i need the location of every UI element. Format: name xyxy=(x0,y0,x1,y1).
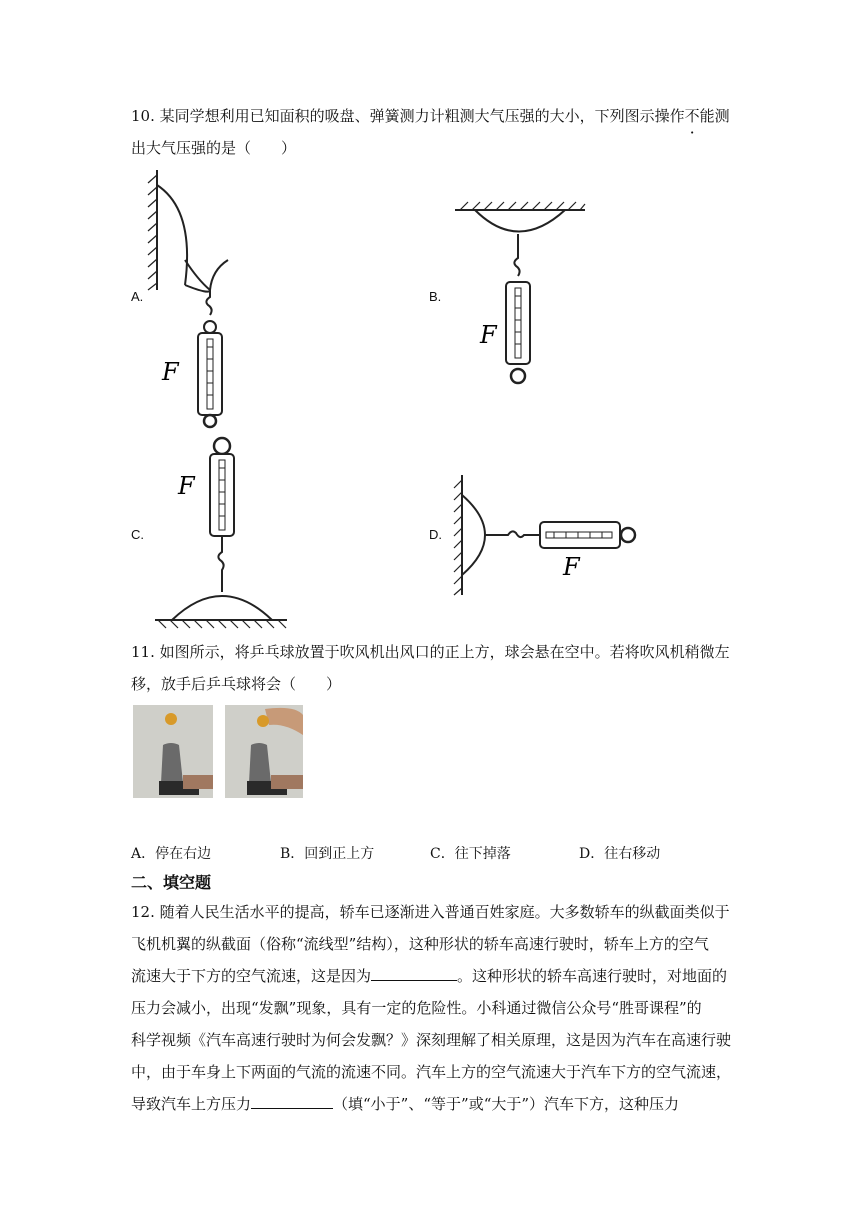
emphasis-not: 不能 xyxy=(684,107,715,125)
option-d-label: D. xyxy=(429,527,442,542)
option-c-label: C. xyxy=(131,527,144,542)
figure-d-diagram xyxy=(448,470,638,600)
ping-pong-ball-icon xyxy=(257,715,269,727)
photo-dryer-left xyxy=(133,705,213,798)
choice-a[interactable]: A．停在右边 xyxy=(131,846,212,862)
spring-scale-b-icon xyxy=(506,282,530,383)
option-a-label: A. xyxy=(131,289,144,304)
section-heading: 二、填空题 xyxy=(131,875,212,892)
question-11-line1: 11. 如图所示，将乒乓球放置于吹风机出风口的正上方，球会悬在空中。若将吹风机稍微左 xyxy=(131,643,730,661)
answer-blank-1[interactable] xyxy=(371,964,457,981)
question-10-line2: 出大气压强的是（ ） xyxy=(131,139,297,157)
answer-blank-2[interactable] xyxy=(251,1092,333,1109)
question-12-line5: 科学视频《汽车高速行驶时为何会发飘？》深刻理解了相关原理，这是因为汽车在高速行驶 xyxy=(131,1031,732,1049)
question-12-line7: 导致汽车上方压力 （填“小于”、“等于”或“大于”）汽车下方，这种压力 xyxy=(131,1088,679,1120)
choice-c[interactable]: C．往下掉落 xyxy=(430,846,511,862)
spring-scale-a-icon xyxy=(198,321,222,427)
question-12-line6: 中，由于车身上下两面的气流的流速不同。汽车上方的空气流速大于汽车下方的空气流速， xyxy=(131,1063,732,1081)
spring-scale-c-icon xyxy=(210,438,234,536)
question-11-line2: 移，放手后乒乓球将会（ ） xyxy=(131,675,342,693)
figure-b-diagram xyxy=(450,198,590,398)
question-12-line1: 12. 随着人民生活水平的提高，轿车已逐渐进入普通百姓家庭。大多数轿车的纵截面类似于 xyxy=(131,903,730,921)
spring-scale-d-icon xyxy=(540,522,635,548)
force-label-c: F xyxy=(178,472,195,500)
force-label-a: F xyxy=(162,358,179,386)
question-10-line1: 10. 某同学想利用已知面积的吸盘、弹簧测力计粗测大气压强的大小，下列图示操作不能测 xyxy=(131,107,730,125)
choice-b[interactable]: B．回到正上方 xyxy=(280,846,375,862)
question-12-line2: 飞机机翼的纵截面（俗称“流线型”结构），这种形状的轿车高速行驶时，轿车上方的空气 xyxy=(131,935,709,953)
force-label-b: F xyxy=(480,321,497,349)
question-12-line3: 流速大于下方的空气流速，这是因为 。这种形状的轿车高速行驶时，对地面的 xyxy=(131,960,727,992)
force-label-d: F xyxy=(563,553,580,581)
choice-d[interactable]: D．往右移动 xyxy=(579,846,661,862)
option-b-label: B. xyxy=(429,289,442,304)
question-12-line4: 压力会减小，出现“发飘”现象，具有一定的危险性。小科通过微信公众号“胜哥课程”的 xyxy=(131,999,702,1017)
figure-a-diagram xyxy=(140,165,260,430)
ping-pong-ball-icon xyxy=(165,713,177,725)
figure-c-diagram xyxy=(150,432,290,632)
photo-dryer-right xyxy=(225,705,303,798)
